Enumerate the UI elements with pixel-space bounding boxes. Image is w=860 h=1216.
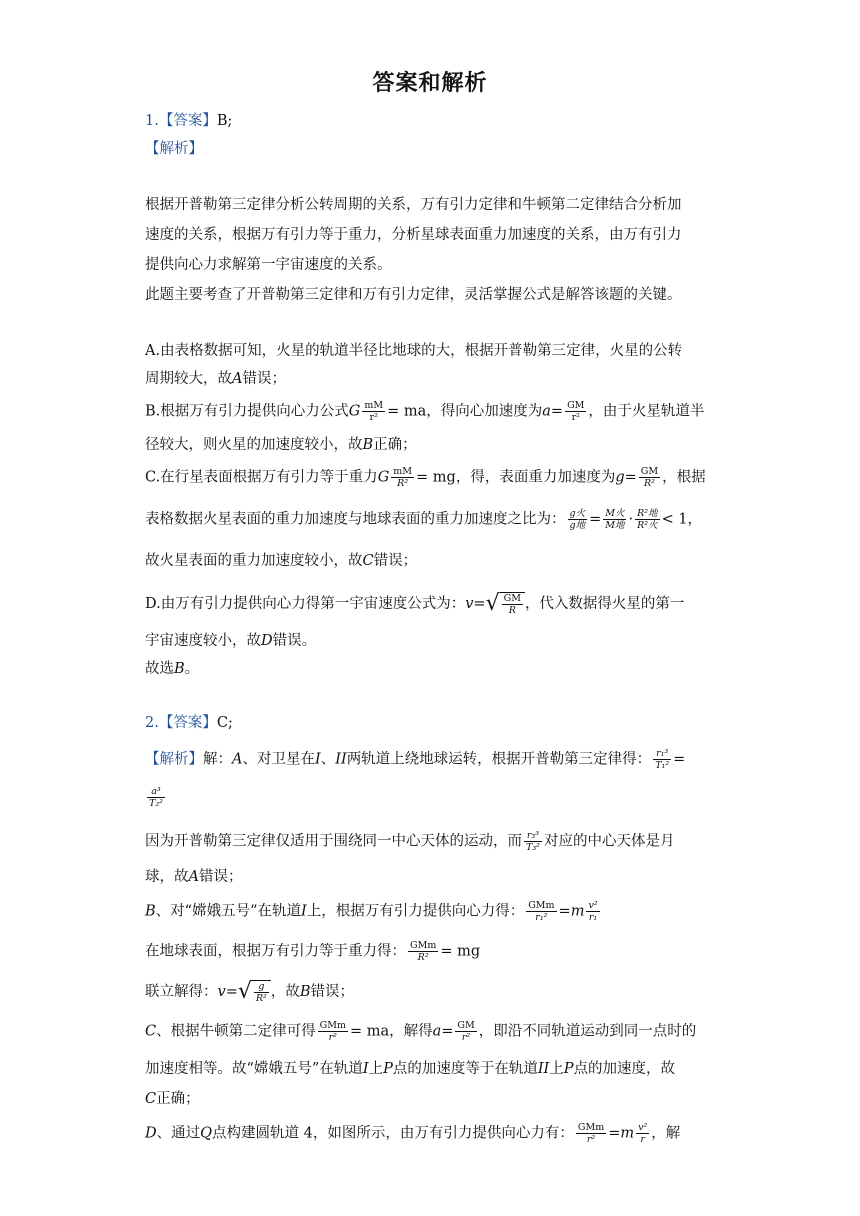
q2-answer-value: C; xyxy=(216,715,233,731)
q1-para-line-3: 提供向心力求解第一宇宙速度的关系。 xyxy=(145,257,392,273)
ratio-fraction: $\frac{\text{M火}}{\text{M地}}$ xyxy=(605,508,625,531)
formula-fraction: $\frac{mM}{\text{r²}}$ xyxy=(364,400,384,423)
q2-answer-tag: 【答案】 xyxy=(158,715,217,731)
formula-fraction: $\frac{\text{GMm}}{\text{R²}}$ xyxy=(410,940,437,963)
q2-line-9: 加速度相等。故“嫦娥五号”在轨道I上P点的加速度等于在轨道II上P点的加速度，故 xyxy=(145,1061,676,1077)
q2-line-2 xyxy=(145,786,715,809)
q1-answer-tag: 【答案】 xyxy=(158,113,217,129)
q2-line-1: 【解析】解：A、对卫星在I、II两轨道上绕地球运转，根据开普勒第三定律得： $\frac{\text{r₁³}}{\text{T₁²}}$ = xyxy=(145,748,686,771)
q1-answer-line xyxy=(145,110,715,132)
formula-fraction: $\frac{\text{GMm}}{\text{r₁²}}$ xyxy=(528,900,555,923)
q2-answer-line xyxy=(145,712,715,734)
formula-fraction: $\frac{mM}{\text{R²}}$ xyxy=(393,466,413,489)
formula-fraction: $\frac{\text{v²}}{\text{r₁}}$ xyxy=(588,900,598,923)
q1-answer-value: B; xyxy=(216,113,233,129)
q1-option-d-line-2: 宇宙速度较小，故D错误。 xyxy=(145,633,317,649)
formula-fraction: $\frac{GM}{\text{r²}}$ xyxy=(567,400,585,423)
formula-fraction: $\frac{\text{v²}}{r}$ xyxy=(638,1122,648,1145)
formula-fraction: $\frac{\text{r₃³}}{\text{T₃²}}$ xyxy=(526,830,540,853)
formula-fraction: $\frac{GM}{\text{r²}}$ xyxy=(457,1020,475,1043)
q2-line-10: C正确； xyxy=(145,1091,200,1107)
q2-line-11: D、通过Q点构建圆轨道 4，如图所示，由万有引力提供向心力有： $\frac{\text{GMm}}{\text{r²}}$ =m $\frac{\text{v²}}{r}$ ，解 xyxy=(145,1122,681,1145)
q1-conclusion: 故选B。 xyxy=(145,661,200,677)
q1-option-c-line-3: 故火星表面的重力加速度较小，故C错误； xyxy=(145,553,418,569)
ratio-fraction: $\frac{\text{R²地}}{\text{R²火}}$ xyxy=(637,508,658,531)
formula-fraction: $\frac{\text{GMm}}{\text{r²}}$ xyxy=(577,1122,605,1145)
q2-line-8: C、根据牛顿第二定律可得 $\frac{\text{GMm}}{\text{r²}}$ = ma，解得a= $\frac{GM}{\text{r²}}$ ，即沿不同轨道运动到同一点时的 xyxy=(145,1020,697,1043)
formula-fraction: $\frac{GM}{\text{R²}}$ xyxy=(640,466,659,489)
q1-option-d-line-1: D.由万有引力提供向心力得第一宇宙速度公式为：v=√ $\frac{GM}{R}$ ，代入数据得火星的第一 xyxy=(145,591,685,616)
page-title: 答案和解析 xyxy=(372,71,488,96)
q1-number: 1. xyxy=(145,113,159,129)
ratio-fraction: $\frac{\text{g火}}{\text{g地}}$ xyxy=(569,508,586,531)
q2-analysis-tag: 【解析】 xyxy=(145,751,203,768)
q1-para-line-2: 速度的关系，根据万有引力等于重力，分析星球表面重力加速度的关系，由万有引力 xyxy=(145,227,682,243)
q1-option-c-line-2: 表格数据火星表面的重力加速度与地球表面的重力加速度之比为： $\frac{\text{g火}}{\text{g地}}$ = $\frac{\text{M火}}{\text{M地}}$ · $\frac{\text{R²地}}{\text{R²火}}$ < 1， xyxy=(145,508,703,531)
q1-analysis-tag: 【解析】 xyxy=(145,141,203,157)
formula-fraction: $\frac{\text{GMm}}{\text{r²}}$ xyxy=(319,1020,346,1043)
q1-para-line-1: 根据开普勒第三定律分析公转周期的关系，万有引力定律和牛顿第二定律结合分析加 xyxy=(145,197,682,213)
sqrt-expression: √ $\frac{g}{\text{R²}}$ xyxy=(238,980,271,1004)
q1-option-b-line-1: B.根据万有引力提供向心力公式G $\frac{mM}{\text{r²}}$ = ma，得向心加速度为a= $\frac{GM}{\text{r²}}$ ，由于火星轨道半 xyxy=(145,400,705,423)
q2-line-4: 球，故A错误； xyxy=(145,869,243,885)
formula-fraction: $\frac{\text{a³}}{\text{T₂²}}$ xyxy=(149,786,163,809)
q2-line-6: 在地球表面，根据万有引力等于重力得： $\frac{\text{GMm}}{\text{R²}}$ = mg xyxy=(145,940,481,963)
sqrt-expression: √ $\frac{GM}{R}$ xyxy=(486,592,525,616)
q1-para-line-4: 此题主要考查了开普勒第三定律和万有引力定律，灵活掌握公式是解答该题的关键。 xyxy=(145,287,682,303)
q1-option-b-line-2: 径较大，则火星的加速度较小，故B正确； xyxy=(145,437,417,453)
q2-line-7: 联立解得：v=√ $\frac{g}{\text{R²}}$ ，故B错误； xyxy=(145,979,355,1004)
q1-option-c-line-1: C.在行星表面根据万有引力等于重力G $\frac{mM}{\text{R²}}$ = mg，得，表面重力加速度为g= $\frac{GM}{\text{R²}}$ ，根据 xyxy=(145,466,706,489)
q1-option-a-line-1: A.由表格数据可知，火星的轨道半径比地球的大，根据开普勒第三定律，火星的公转 xyxy=(145,343,683,359)
q2-line-3: 因为开普勒第三定律仅适用于围绕同一中心天体的运动，而 $\frac{\text{r₃³}}{\text{T₃²}}$ 对应的中心天体是月 xyxy=(145,830,675,853)
formula-fraction: $\frac{\text{r₁³}}{\text{T₁²}}$ xyxy=(655,748,670,771)
q2-number: 2. xyxy=(145,715,159,731)
q1-option-a-line-2: 周期较大，故A错误； xyxy=(145,371,286,387)
q2-line-5: B、对“嫦娥五号”在轨道I上，根据万有引力提供向心力得： $\frac{\text{GMm}}{\text{r₁²}}$ =m $\frac{\text{v²}}{\text{r₁}}$ xyxy=(145,900,598,923)
